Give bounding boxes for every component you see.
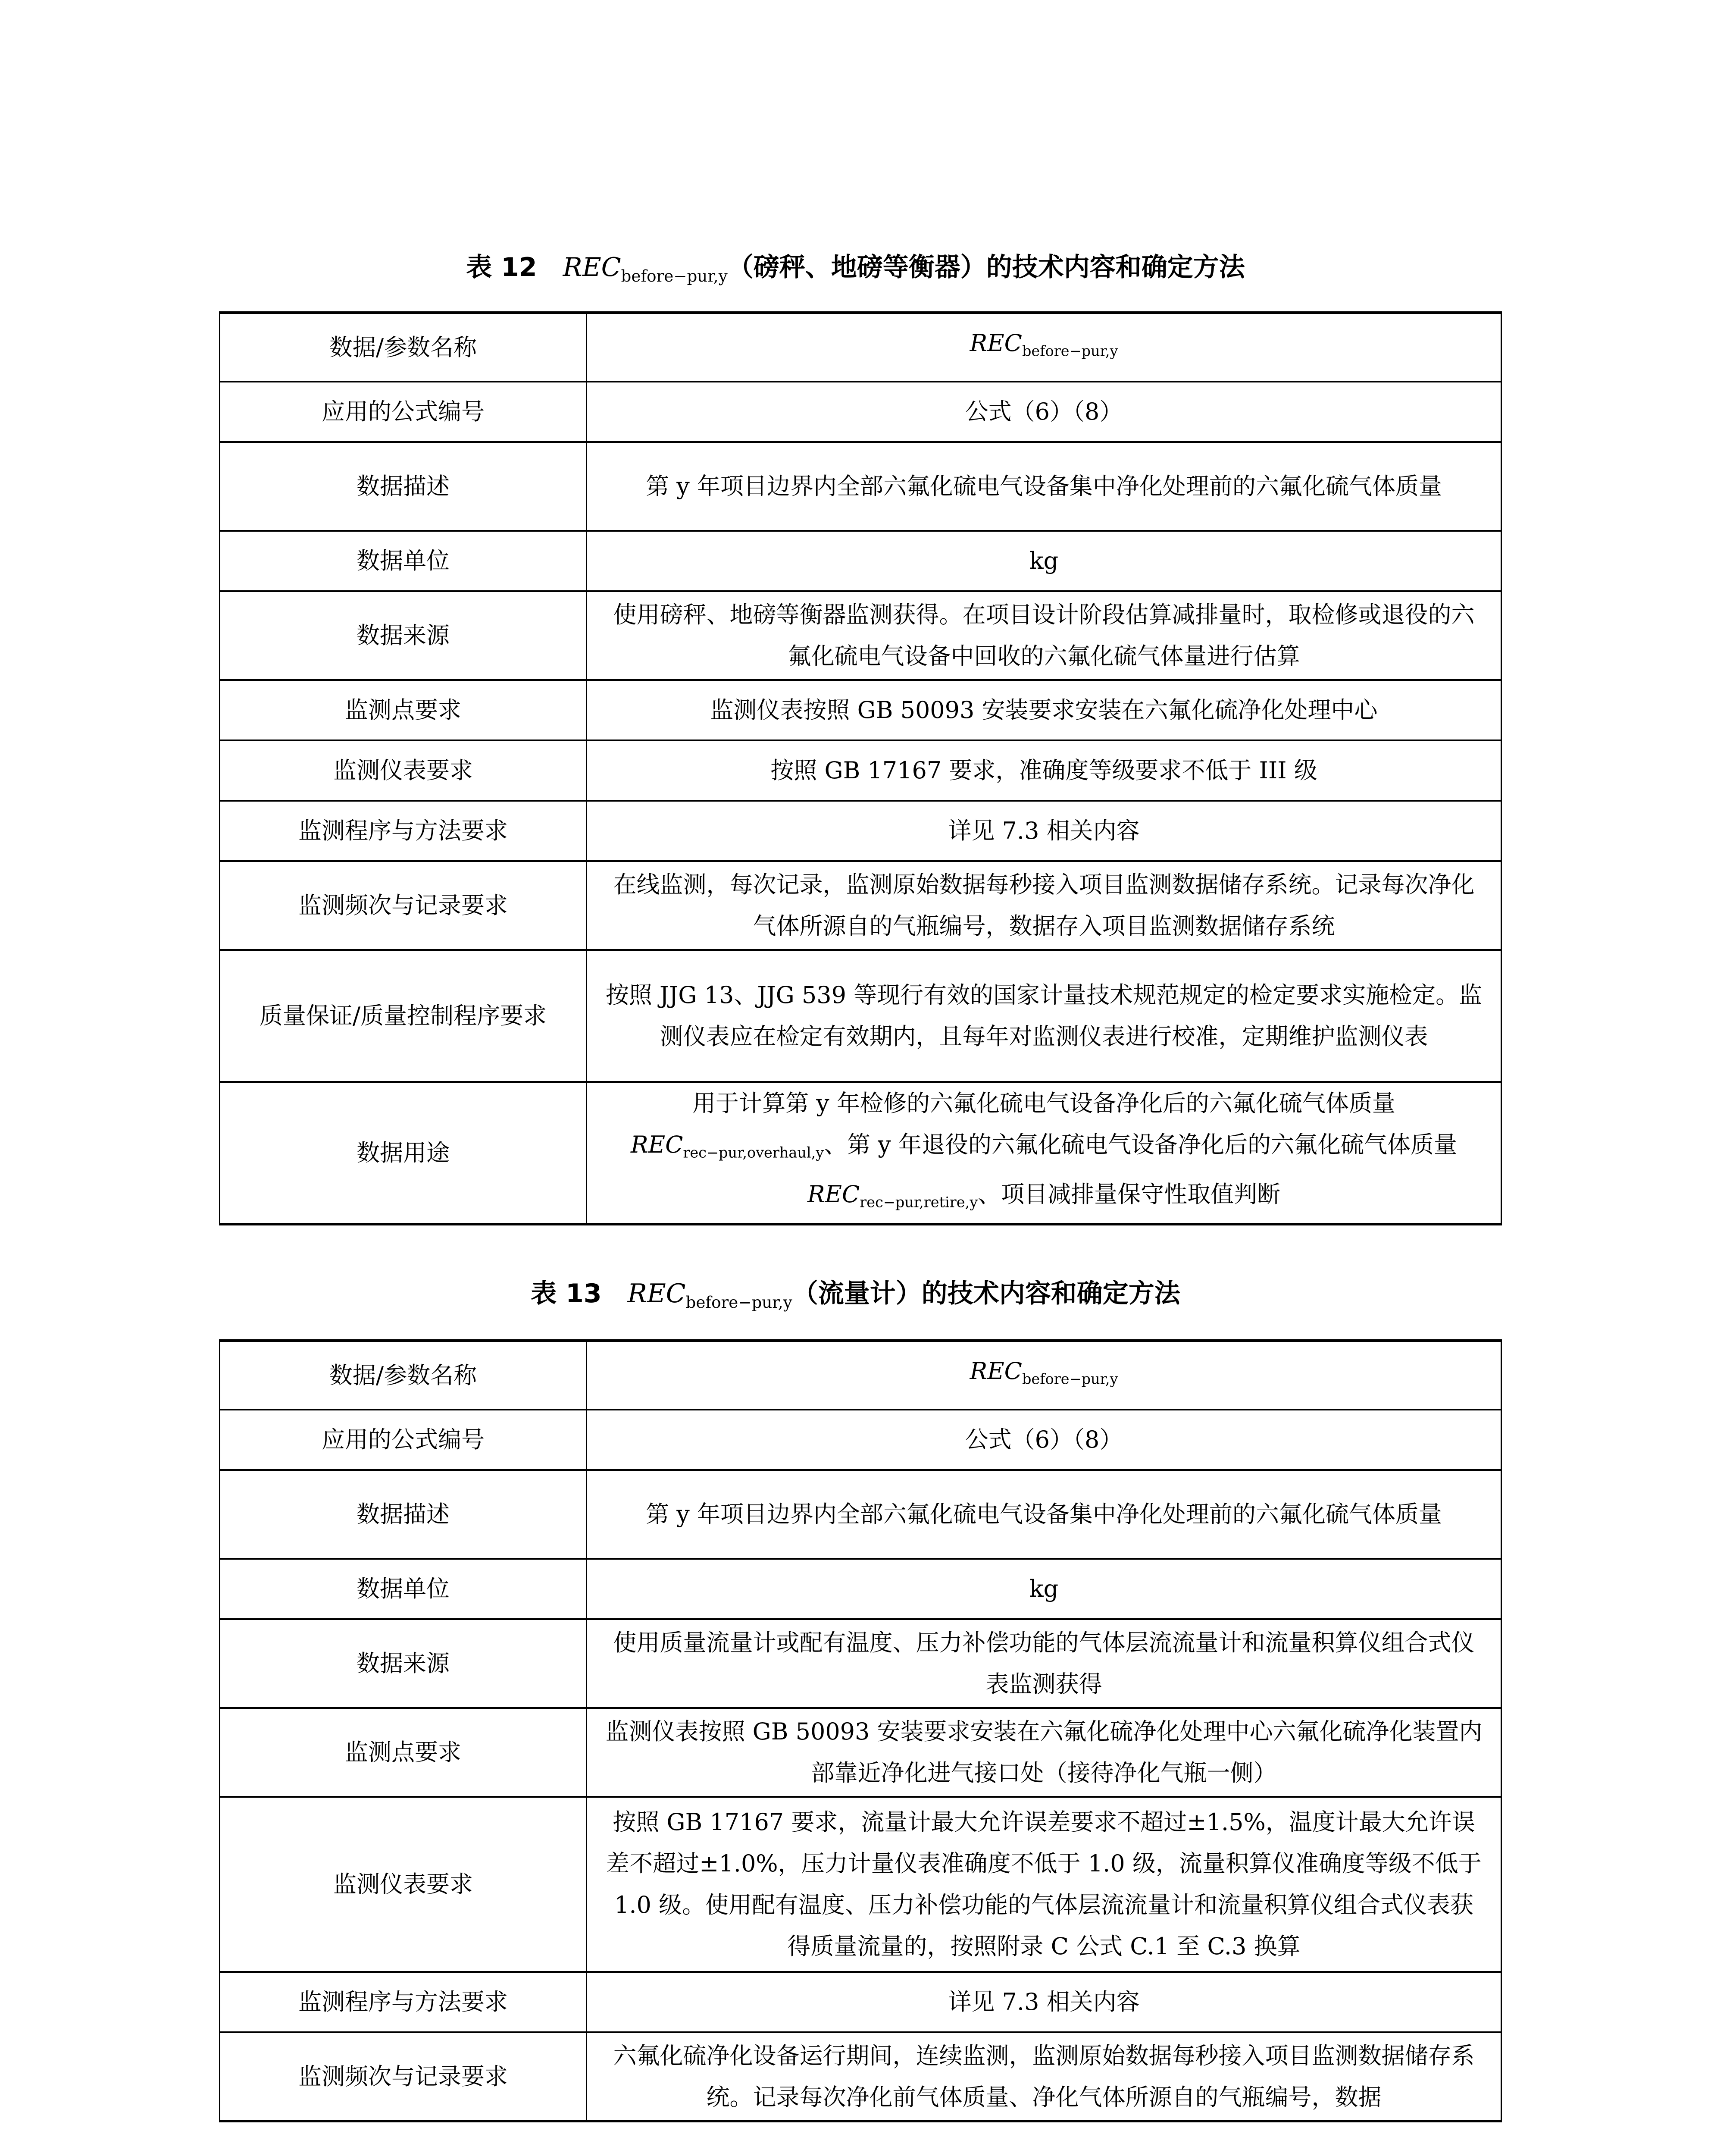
- row-value: 使用质量流量计或配有温度、压力补偿功能的气体层流流量计和流量积算仪组合式仪表监测获得: [587, 1619, 1501, 1708]
- symbol-subscript: before−pur,y: [621, 266, 728, 286]
- row-label: 监测程序与方法要求: [220, 1972, 587, 2032]
- row-value: 监测仪表按照 GB 50093 安装要求安装在六氟化硫净化处理中心: [587, 680, 1501, 740]
- row-label: 应用的公式编号: [220, 1410, 587, 1470]
- table-13: [219, 1339, 1502, 2122]
- table-row: [220, 1619, 1501, 1708]
- row-label: 数据用途: [220, 1082, 587, 1224]
- symbol: REC: [563, 252, 621, 282]
- row-label: 数据单位: [220, 1559, 587, 1619]
- row-label: 监测程序与方法要求: [220, 801, 587, 861]
- row-value: 详见 7.3 相关内容: [587, 801, 1501, 861]
- row-label: 数据/参数名称: [220, 313, 587, 382]
- row-label: 质量保证/质量控制程序要求: [220, 950, 587, 1082]
- row-value: 公式（6）（8）: [587, 1410, 1501, 1470]
- row-label: 监测频次与记录要求: [220, 2032, 587, 2121]
- row-label: 监测点要求: [220, 680, 587, 740]
- table-number: 表 12: [466, 252, 537, 282]
- table-number: 表 13: [531, 1279, 602, 1309]
- table-row: [220, 1708, 1501, 1797]
- value-text: 用于计算第 y 年检修的六氟化硫电气设备净化后的六氟化硫气体质量: [692, 1090, 1395, 1117]
- table-row: [220, 861, 1501, 950]
- row-value: [587, 313, 1501, 382]
- row-label: 数据描述: [220, 442, 587, 531]
- symbol: REC: [627, 1279, 686, 1309]
- table-row: [220, 1410, 1501, 1470]
- row-label: 监测频次与记录要求: [220, 861, 587, 950]
- row-label: 监测点要求: [220, 1708, 587, 1797]
- table-row: [220, 382, 1501, 442]
- symbol-subscript: rec−pur,overhaul,y: [683, 1144, 824, 1161]
- symbol-subscript: before−pur,y: [1022, 1370, 1118, 1388]
- row-label: 数据来源: [220, 591, 587, 680]
- row-value: 使用磅秤、地磅等衡器监测获得。在项目设计阶段估算减排量时，取检修或退役的六氟化硫电气设备中回收的六氟化硫气体量进行估算: [587, 591, 1501, 680]
- table-row: [220, 1470, 1501, 1559]
- symbol: REC: [970, 1357, 1022, 1385]
- symbol-subscript: before−pur,y: [1022, 342, 1118, 360]
- table-row: [220, 313, 1501, 382]
- row-value: 在线监测，每次记录，监测原始数据每秒接入项目监测数据储存系统。记录每次净化气体所源自的气瓶编号，数据存入项目监测数据储存系统: [587, 861, 1501, 950]
- row-value: 监测仪表按照 GB 50093 安装要求安装在六氟化硫净化处理中心六氟化硫净化装置内部靠近净化进气接口处（接待净化气瓶一侧）: [587, 1708, 1501, 1797]
- table-row: [220, 740, 1501, 801]
- row-value: kg: [587, 531, 1501, 591]
- row-value: [587, 1082, 1501, 1224]
- row-value: 按照 GB 17167 要求，流量计最大允许误差要求不超过±1.5%，温度计最大允许误差不超过±1.0%，压力计量仪表准确度不低于 1.0 级，流量积算仪准确度等级不低于 1.0 级。使用配有温度、压力补偿功能的气体层流流量计和流量积算仪组合式仪表获得质量流量的，按照附录 C 公式 C.1 至 C.3 换算: [587, 1797, 1501, 1972]
- symbol: REC: [631, 1131, 683, 1158]
- symbol: REC: [807, 1180, 860, 1208]
- table-12-caption: [0, 250, 1711, 293]
- row-value: 第 y 年项目边界内全部六氟化硫电气设备集中净化处理前的六氟化硫气体质量: [587, 442, 1501, 531]
- row-label: 数据单位: [220, 531, 587, 591]
- symbol-subscript: before−pur,y: [685, 1293, 792, 1312]
- table-12: [219, 311, 1502, 1225]
- symbol: REC: [970, 329, 1022, 357]
- table-row: [220, 950, 1501, 1082]
- value-text: 、项目减排量保守性取值判断: [978, 1180, 1281, 1208]
- table-row: [220, 591, 1501, 680]
- row-value: kg: [587, 1559, 1501, 1619]
- row-label: 监测仪表要求: [220, 1797, 587, 1972]
- row-label: 监测仪表要求: [220, 740, 587, 801]
- table-row: [220, 1797, 1501, 1972]
- value-text: 、第 y 年退役的六氟化硫电气设备净化后的六氟化硫气体质量: [824, 1131, 1457, 1158]
- table-row: [220, 531, 1501, 591]
- row-label: 应用的公式编号: [220, 382, 587, 442]
- row-value: 按照 JJG 13、JJG 539 等现行有效的国家计量技术规范规定的检定要求实施检定。监测仪表应在检定有效期内，且每年对监测仪表进行校准，定期维护监测仪表: [587, 950, 1501, 1082]
- symbol-subscript: rec−pur,retire,y: [860, 1194, 978, 1211]
- row-value: [587, 1341, 1501, 1410]
- table-row: [220, 1082, 1501, 1224]
- row-label: 数据描述: [220, 1470, 587, 1559]
- row-value: 六氟化硫净化设备运行期间，连续监测，监测原始数据每秒接入项目监测数据储存系统。记录每次净化前气体质量、净化气体所源自的气瓶编号，数据: [587, 2032, 1501, 2121]
- row-value: 公式（6）（8）: [587, 382, 1501, 442]
- table-row: [220, 442, 1501, 531]
- table-row: [220, 1559, 1501, 1619]
- table-row: [220, 680, 1501, 740]
- table-13-caption: [0, 1276, 1711, 1319]
- row-label: 数据来源: [220, 1619, 587, 1708]
- table-row: [220, 801, 1501, 861]
- caption-text: （流量计）的技术内容和确定方法: [792, 1279, 1180, 1309]
- table-row: [220, 2032, 1501, 2121]
- row-value: 按照 GB 17167 要求，准确度等级要求不低于 III 级: [587, 740, 1501, 801]
- row-value: 详见 7.3 相关内容: [587, 1972, 1501, 2032]
- row-label: 数据/参数名称: [220, 1341, 587, 1410]
- caption-text: （磅秤、地磅等衡器）的技术内容和确定方法: [727, 252, 1245, 282]
- table-row: [220, 1972, 1501, 2032]
- row-value: 第 y 年项目边界内全部六氟化硫电气设备集中净化处理前的六氟化硫气体质量: [587, 1470, 1501, 1559]
- table-row: [220, 1341, 1501, 1410]
